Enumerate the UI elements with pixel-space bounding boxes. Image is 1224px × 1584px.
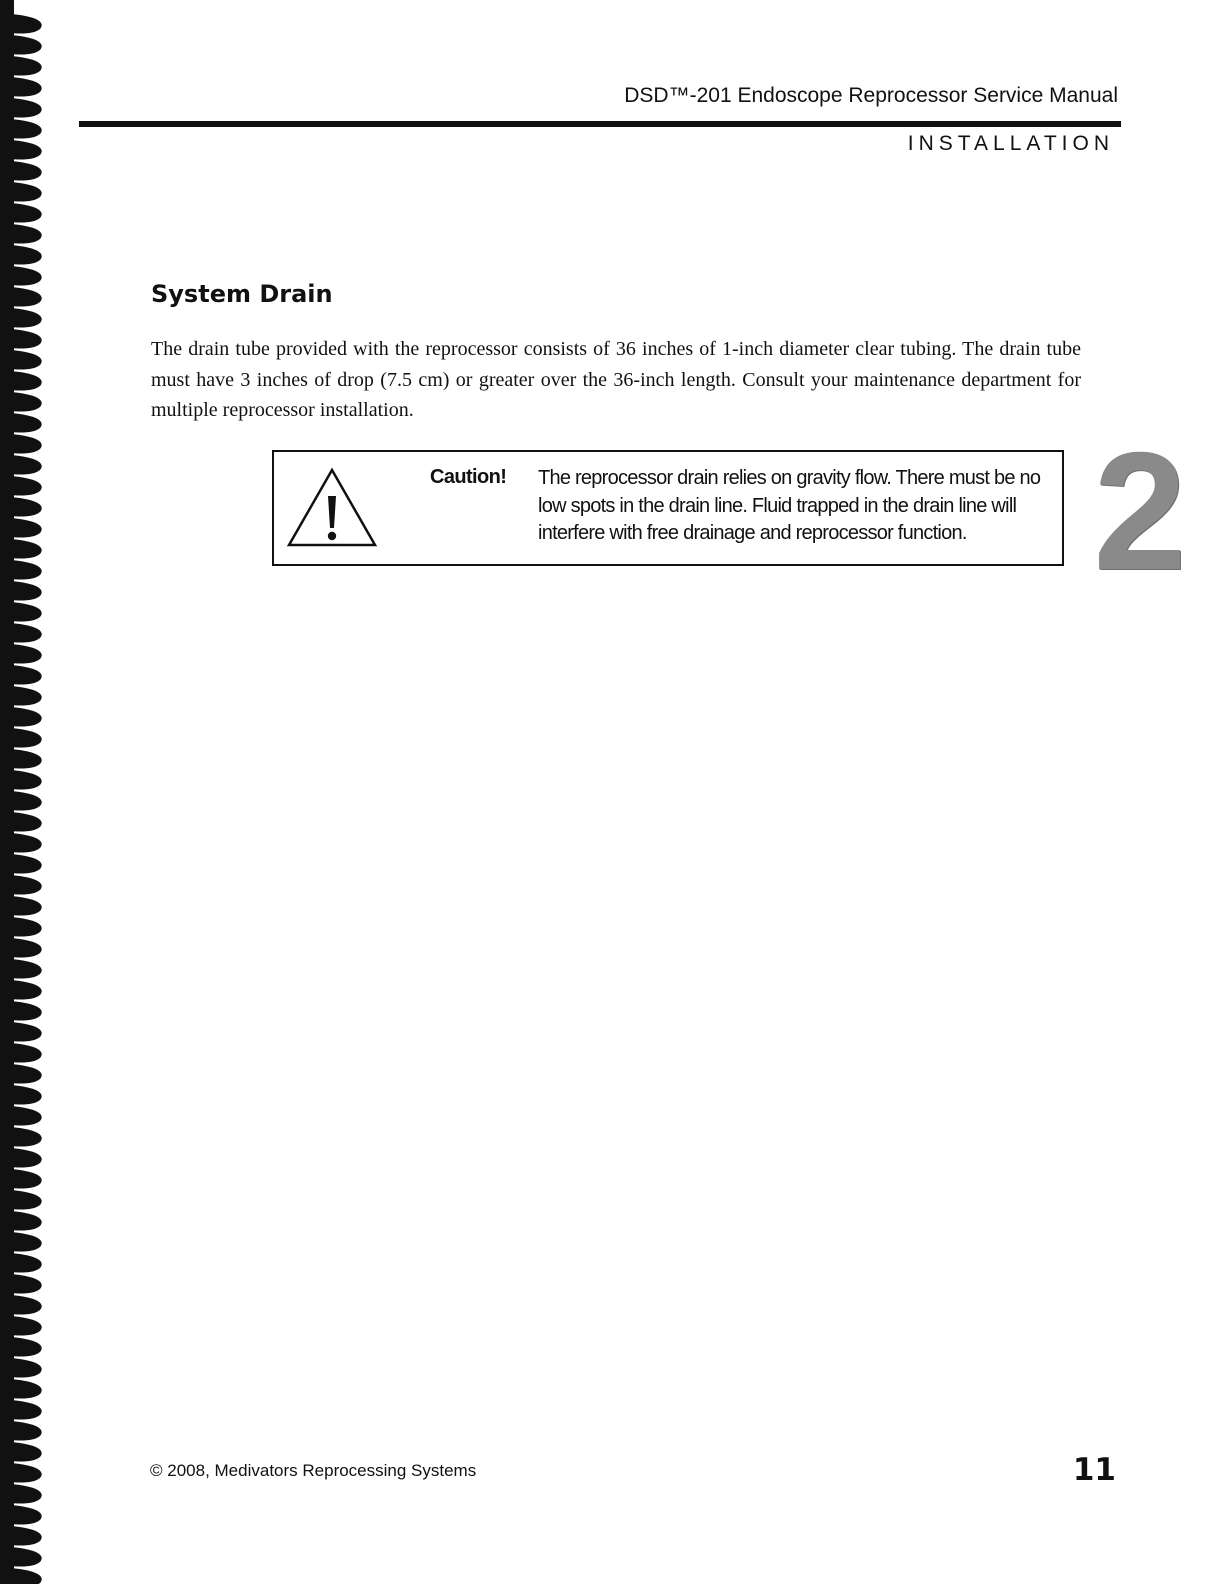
- chapter-number: 2: [1093, 417, 1187, 605]
- binding-loop: [10, 875, 42, 895]
- binding-loop: [10, 224, 42, 244]
- warning-icon: [286, 466, 378, 548]
- binding-loop: [10, 1043, 42, 1063]
- binding-loop: [10, 539, 42, 559]
- binding-loop: [10, 1547, 42, 1567]
- binding-loop: [10, 665, 42, 685]
- binding-loop: [10, 14, 42, 34]
- binding-loop: [10, 749, 42, 769]
- binding-loop: [10, 161, 42, 181]
- binding-loop: [10, 329, 42, 349]
- section-label: INSTALLATION: [907, 132, 1114, 155]
- body-paragraph: The drain tube provided with the reprocessor consists of 36 inches of 1-inch diameter clear tubing. The drain tube must have 3 inches of drop (7.5 cm) or greater over the 36-inch length. Consult your maintenance department for multiple reprocessor installation.: [151, 338, 1081, 421]
- binding-loop: [10, 980, 42, 1000]
- binding-loop: [10, 1442, 42, 1462]
- binding-loop: [10, 1232, 42, 1252]
- binding-loop: [10, 1169, 42, 1189]
- binding-loop: [10, 1148, 42, 1168]
- binding-loop: [10, 1253, 42, 1273]
- binding-loop: [10, 392, 42, 412]
- page-number: 11: [1072, 1452, 1116, 1488]
- binding-loop: [10, 56, 42, 76]
- binding-loop: [10, 371, 42, 391]
- binding-loop: [10, 1337, 42, 1357]
- binding-loop: [10, 1568, 42, 1584]
- binding-loop: [10, 266, 42, 286]
- binding-loop: [10, 707, 42, 727]
- caution-box: [272, 450, 1064, 566]
- binding-loop: [10, 1316, 42, 1336]
- manual-title: DSD™-201 Endoscope Reprocessor Service Manual: [624, 84, 1118, 107]
- binding-loop: [10, 1085, 42, 1105]
- header-rule: [79, 121, 1121, 127]
- binding-loop: [10, 623, 42, 643]
- binding-loop: [10, 518, 42, 538]
- caution-text: The reprocessor drain relies on gravity flow. There must be no low spots in the drain line. Fluid trapped in the drain line will interfere with free drainage and reprocessor function.: [538, 467, 1041, 544]
- binding-loop: [10, 77, 42, 97]
- binding-loop: [10, 203, 42, 223]
- binding-loop: [10, 245, 42, 265]
- binding-loop: [10, 497, 42, 517]
- binding-loop: [10, 791, 42, 811]
- binding-loop: [10, 455, 42, 475]
- binding-loop: [10, 938, 42, 958]
- binding-loop: [10, 1400, 42, 1420]
- binding-loop: [10, 1295, 42, 1315]
- binding-loop: [10, 434, 42, 454]
- binding-loop: [10, 1064, 42, 1084]
- binding-loop: [10, 581, 42, 601]
- binding-loop: [10, 308, 42, 328]
- binding-loop: [10, 644, 42, 664]
- binding-loop: [10, 770, 42, 790]
- binding-loop: [10, 35, 42, 55]
- binding-loop: [10, 1211, 42, 1231]
- binding-loop: [10, 1358, 42, 1378]
- binding-loop: [10, 1127, 42, 1147]
- binding-edge: [0, 0, 70, 1584]
- binding-loop: [10, 1421, 42, 1441]
- binding-loop: [10, 1106, 42, 1126]
- binding-loop: [10, 602, 42, 622]
- binding-loop: [10, 98, 42, 118]
- binding-loop: [10, 350, 42, 370]
- binding-loop: [10, 812, 42, 832]
- binding-loop: [10, 896, 42, 916]
- binding-loop: [10, 1463, 42, 1483]
- binding-loop: [10, 1190, 42, 1210]
- binding-loop: [10, 287, 42, 307]
- binding-loop: [10, 413, 42, 433]
- binding-loop: [10, 140, 42, 160]
- binding-loop: [10, 1484, 42, 1504]
- binding-loop: [10, 917, 42, 937]
- binding-loop: [10, 833, 42, 853]
- binding-loop: [10, 1274, 42, 1294]
- binding-loop: [10, 728, 42, 748]
- binding-loop: [10, 686, 42, 706]
- binding-loop: [10, 1379, 42, 1399]
- binding-loop: [10, 1001, 42, 1021]
- copyright: © 2008, Medivators Reprocessing Systems: [150, 1461, 477, 1480]
- section-heading: System Drain: [151, 280, 333, 308]
- caution-label: Caution!: [430, 466, 507, 488]
- binding-loop: [10, 1526, 42, 1546]
- binding-loop: [10, 1505, 42, 1525]
- binding-loop: [10, 1022, 42, 1042]
- binding-loop: [10, 182, 42, 202]
- binding-loop: [10, 959, 42, 979]
- binding-loop: [10, 560, 42, 580]
- binding-loop: [10, 119, 42, 139]
- binding-loop: [10, 476, 42, 496]
- binding-loop: [10, 854, 42, 874]
